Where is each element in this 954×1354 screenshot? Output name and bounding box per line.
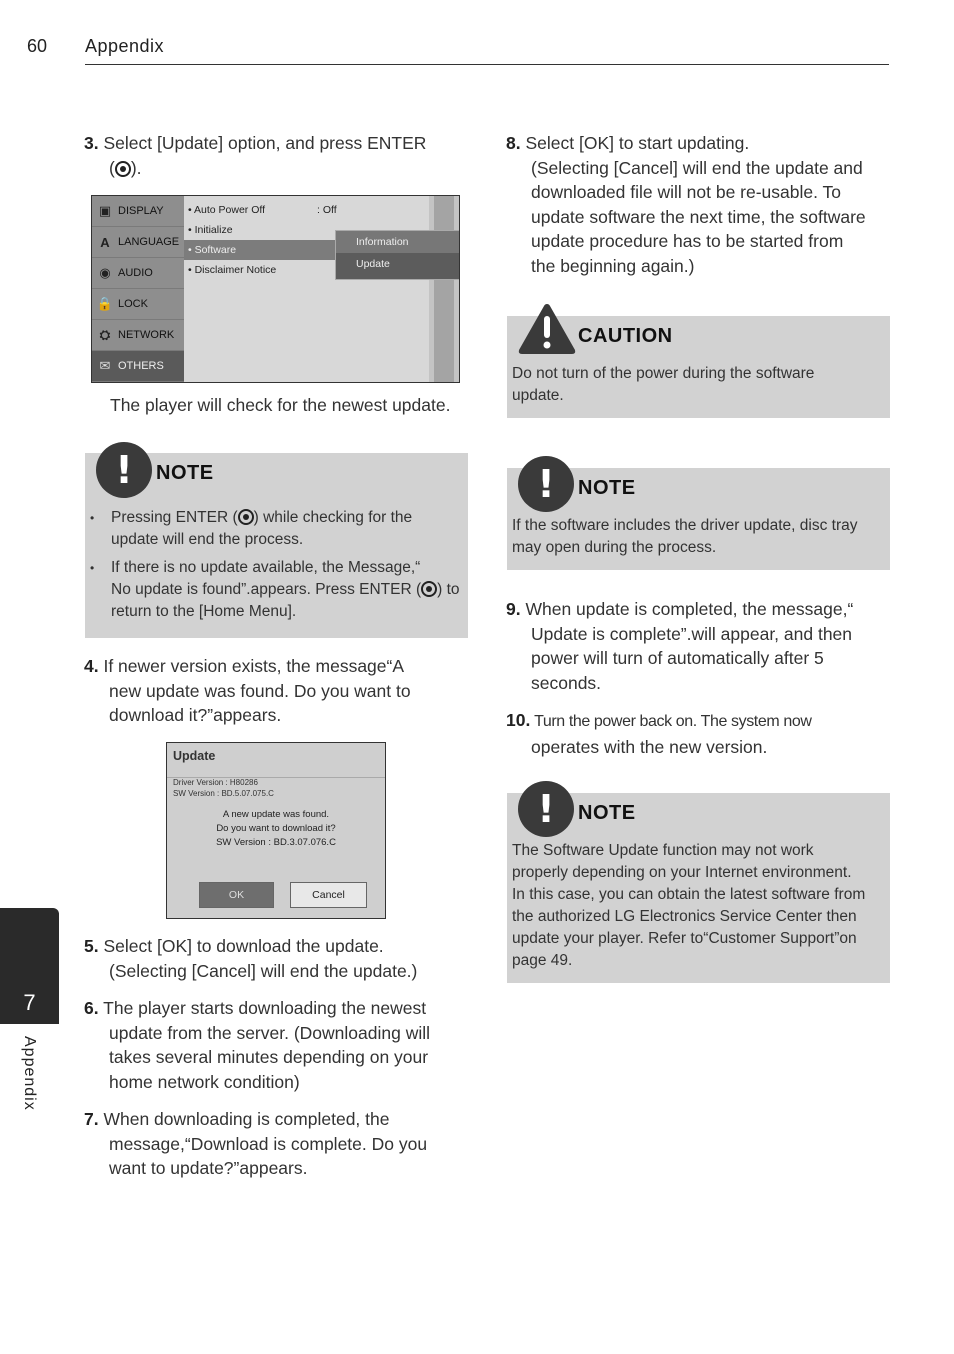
menu-item-display [92, 196, 184, 227]
option-label: • Disclaimer Notice [188, 264, 277, 276]
step-number: 7. [84, 1109, 99, 1129]
note-text: may open during the process. [512, 539, 717, 556]
step-number: 4. [84, 656, 99, 676]
step-text: message,“Download is complete. Do you [109, 1133, 428, 1154]
display-icon: ▣ [98, 203, 112, 218]
step-text: takes several minutes depending on your [109, 1047, 429, 1067]
note-text: update your player. Refer to“Customer Support”on [512, 930, 857, 947]
step-text: Select [OK] to start updating. [520, 133, 750, 153]
step-text: new update was found. Do you want to [109, 680, 411, 701]
step-text: (Selecting [Cancel] will end the update.) [109, 960, 418, 981]
step-6 [84, 996, 464, 1094]
lock-icon: 🔒 [96, 296, 114, 311]
option-auto-power-off [184, 200, 429, 220]
note-text: return to the [Home Menu]. [111, 603, 297, 620]
step-text: Select [OK] to download the update. [98, 936, 384, 956]
sw-version: SW Version : BD.5.07.075.C [173, 789, 274, 798]
note-text: page 49. [512, 952, 573, 969]
step-text: home network condition) [109, 1071, 300, 1092]
exclamation-icon: ! [518, 456, 574, 512]
header-rule [85, 64, 889, 65]
menu-label: AUDIO [118, 267, 153, 279]
dialog-message: SW Version : BD.3.07.076.C [216, 837, 336, 848]
note-bullet [85, 557, 465, 623]
menu-label: DISPLAY [118, 205, 164, 217]
option-label: • Initialize [188, 224, 233, 236]
caution-body [512, 363, 887, 407]
step-text: (Selecting [Cancel] will end the update and [531, 157, 863, 178]
step-text: If newer version exists, the message“A [98, 656, 405, 676]
menu-item-audio [92, 258, 184, 289]
step-text: update from the server. (Downloading will [109, 1022, 430, 1043]
menu-label: NETWORK [118, 329, 175, 341]
enter-icon [421, 581, 437, 597]
caution-text: Do not turn of the power during the software [512, 365, 815, 382]
note-text: Pressing ENTER ( [111, 509, 238, 526]
menu-label: OTHERS [118, 360, 164, 372]
step-text: Select [Update] option, and press ENTER [98, 133, 427, 153]
step-10 [506, 708, 926, 759]
option-label: • Software [188, 244, 237, 256]
note-text: If there is no update available, the Message,“ [111, 559, 421, 576]
language-icon: A [100, 234, 110, 250]
step-text: When downloading is completed, the [98, 1109, 390, 1129]
note-title: NOTE [578, 802, 636, 824]
exclamation-icon: ! [96, 442, 152, 498]
step-3-result: The player will check for the newest update. [110, 395, 451, 415]
step-4 [84, 654, 464, 728]
step-text: operates with the new version. [531, 736, 768, 757]
exclamation-icon: ! [518, 781, 574, 837]
dialog-message: Do you want to download it? [216, 823, 336, 834]
software-submenu [335, 230, 460, 280]
note-text: properly depending on your Internet environment. [512, 864, 852, 881]
step-text: seconds. [531, 672, 602, 693]
step-number: 5. [84, 936, 99, 956]
note-title: NOTE [156, 462, 214, 484]
note-title: NOTE [578, 477, 636, 499]
caution-text: update. [512, 387, 564, 404]
network-icon: ⛭ [99, 327, 111, 342]
dialog-title: Update [173, 749, 216, 763]
step-3 [84, 131, 464, 180]
step-text: downloaded file will not be re-usable. To [531, 182, 842, 202]
note-text: If the software includes the driver update, disc tray [512, 517, 858, 534]
caution-title: CAUTION [578, 325, 673, 347]
update-dialog-screenshot [166, 742, 386, 919]
envelope-icon: ✉ [99, 358, 111, 373]
step-number: 8. [506, 133, 521, 153]
note-text: In this case, you can obtain the latest software from [512, 886, 866, 903]
note-text: ) to [437, 581, 460, 598]
step-number: 6. [84, 998, 99, 1018]
note-1-body [85, 507, 465, 629]
step-text: When update is completed, the message,“ [520, 599, 854, 619]
settings-menu [92, 196, 184, 382]
menu-item-language [92, 227, 184, 258]
ok-button: OK [199, 882, 274, 908]
cancel-button: Cancel [290, 882, 367, 908]
scrollbar [434, 196, 454, 382]
step-number: 3. [84, 133, 99, 153]
step-text: update procedure has to be started from [531, 231, 844, 251]
note-bullet [85, 507, 465, 551]
note-text: the authorized LG Electronics Service Center then [512, 908, 857, 925]
step-text: want to update?”appears. [109, 1158, 308, 1178]
step-text: download it?”appears. [109, 705, 282, 725]
driver-version: Driver Version : H80286 [173, 778, 258, 787]
step-number: 10. [506, 710, 531, 730]
note-text: The Software Update function may not work [512, 842, 814, 859]
step-7 [84, 1107, 464, 1181]
submenu-update: Update [356, 258, 390, 270]
paren: ( [109, 157, 115, 178]
step-9 [506, 597, 926, 695]
note-3-body [512, 840, 890, 972]
menu-label: LOCK [118, 298, 148, 310]
paren: ). [130, 157, 142, 178]
note-text: No update is found”.appears. Press ENTER ( [111, 581, 422, 598]
chapter-label: Appendix [21, 1036, 38, 1111]
enter-icon [115, 161, 131, 177]
step-text: power will turn of automatically after 5 [531, 648, 824, 668]
chapter-number: 7 [23, 990, 36, 1015]
step-text: the beginning again.) [531, 255, 695, 276]
step-8 [506, 131, 926, 278]
step-text: Update is complete”.will appear, and then [531, 623, 853, 644]
step-text: Turn the power back on. The system now [530, 713, 812, 730]
step-number: 9. [506, 599, 521, 619]
menu-item-lock [92, 289, 184, 320]
step-text: update software the next time, the software [531, 206, 866, 227]
note-2-body [512, 515, 887, 559]
option-value: : Off [317, 204, 337, 216]
step-text: The player starts downloading the newest [98, 998, 427, 1018]
submenu-information: Information [336, 231, 460, 253]
menu-item-network [92, 320, 184, 351]
page-number: 60 [27, 36, 48, 56]
settings-options [184, 196, 429, 382]
step-5 [84, 934, 464, 983]
note-text: ) while checking for the [253, 509, 413, 526]
enter-icon [238, 509, 254, 525]
menu-item-others [92, 351, 184, 382]
audio-icon: ◉ [99, 265, 111, 280]
dialog-message: A new update was found. [222, 809, 330, 820]
note-text: update will end the process. [111, 531, 304, 548]
option-label: • Auto Power Off [188, 204, 266, 216]
settings-screenshot [91, 195, 460, 383]
menu-label: LANGUAGE [118, 236, 180, 248]
page-header-title: Appendix [85, 36, 165, 56]
warning-triangle-icon [517, 302, 577, 356]
